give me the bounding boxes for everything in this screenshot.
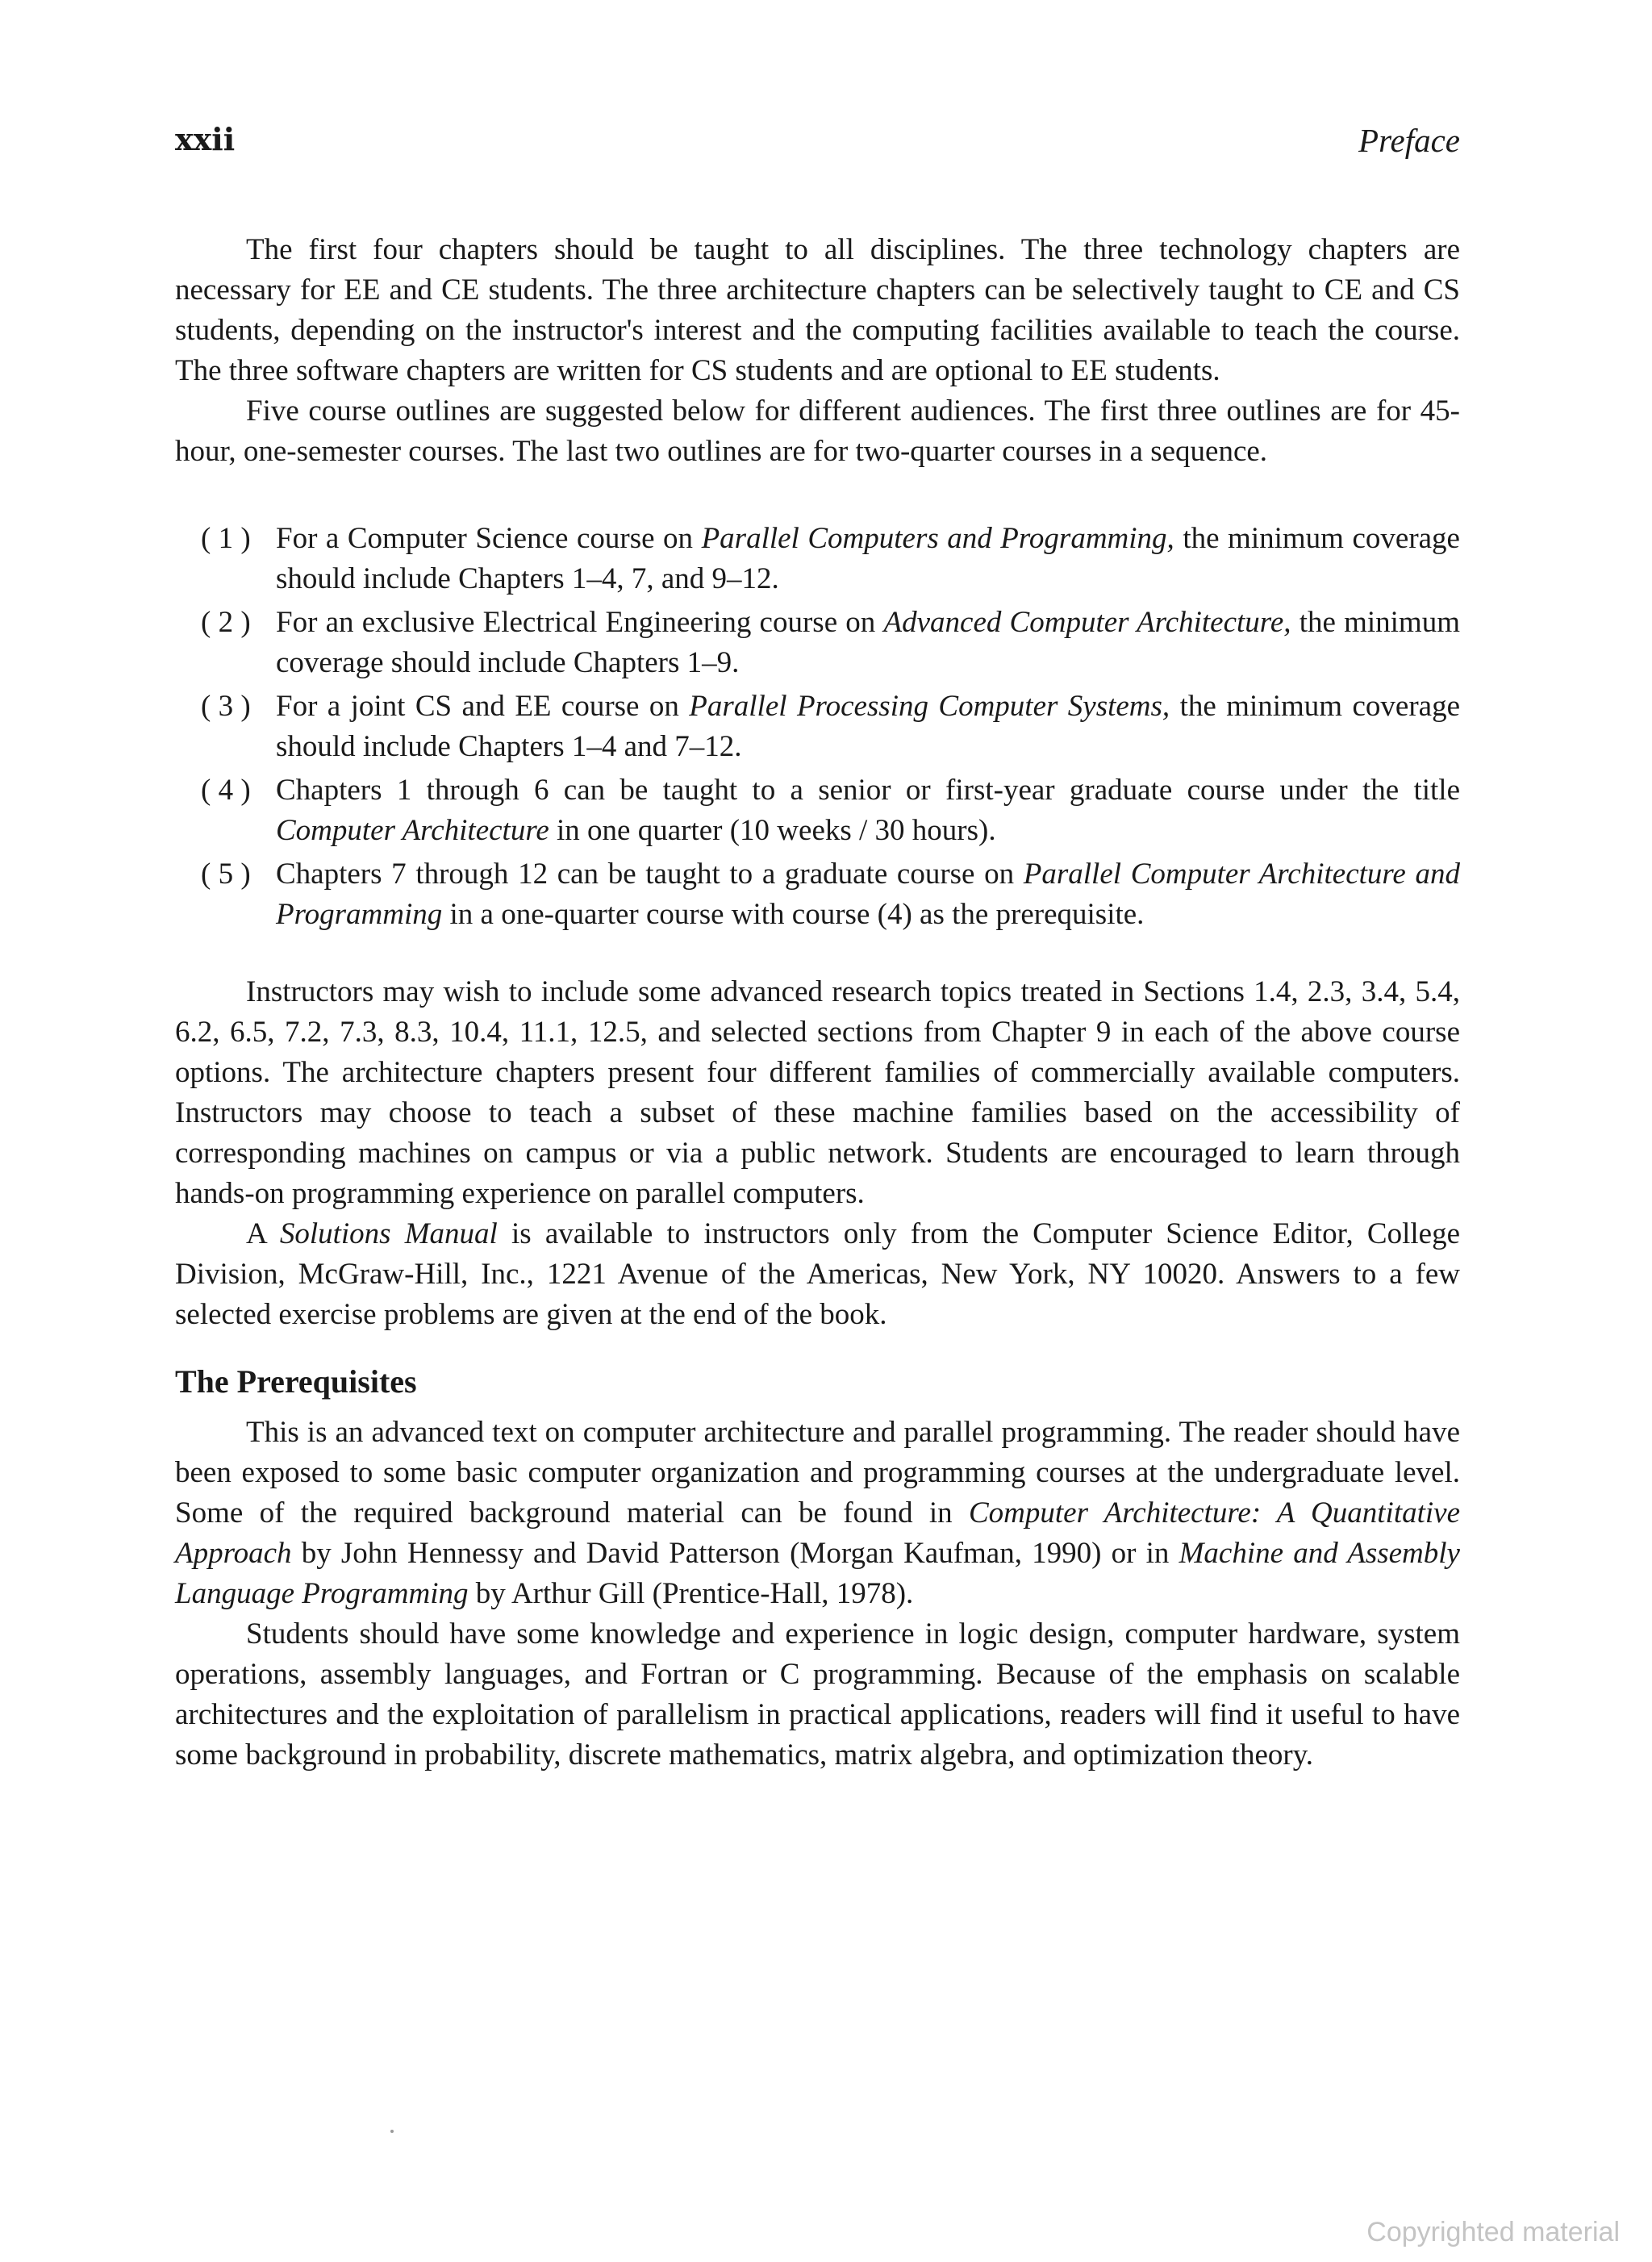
book-title: Machine and Assembly Language Programming: [175, 1537, 1460, 1610]
page-header: [175, 121, 1460, 169]
copyright-watermark: Copyrighted material: [1366, 2217, 1620, 2247]
paragraph-text: by John Hennessy and David Patterson (Morgan Kaufman, 1990) or in: [291, 1537, 1179, 1570]
course-title: Parallel Processing Computer Systems,: [689, 690, 1170, 723]
outline-number: ( 3 ): [201, 690, 251, 723]
outline-text: Chapters 1 through 6 can be taught to a senior or first-year graduate course under the title: [276, 774, 1460, 807]
book-title: Solutions Manual: [279, 1217, 498, 1250]
outline-text: in one quarter (10 weeks / 30 hours).: [549, 814, 996, 847]
course-title: Parallel Computer Architecture and Programming: [276, 858, 1460, 931]
paragraph-text: A: [246, 1217, 280, 1250]
intro-paragraph-disciplines: The first four chapters should be taught to all disciplines. The three technology chapters are necessary for EE and CE students. The three architecture chapters can be selectively taught to CE and CS students, depending on the instructor's interest and the computing facilities available to teach the course. The three software chapters are written for CS students and are optional to EE students.: [175, 233, 1460, 387]
spacer: [175, 1335, 1460, 1359]
spacer: [175, 472, 1460, 519]
instructors-paragraph: Instructors may wish to include some advanced research topics treated in Sections 1.4, 2.3, 3.4, 5.4, 6.2, 6.5, 7.2, 7.3, 8.3, 10.4, 11.1, 12.5, and selected sections from Chapter 9 in each of the above course options. The architecture chapters present four different families of commercially available computers. Instructors may choose to teach a subset of these machine families based on the accessibility of corresponding machines on campus or via a public network. Students are encouraged to learn through hands-on programming experience on parallel computers.: [175, 975, 1460, 1210]
course-outline-item: [201, 687, 1460, 767]
course-outline-item: [201, 603, 1460, 683]
outline-text: the minimum coverage should include Chapters 1–9.: [276, 606, 1460, 679]
course-outline-list: [201, 519, 1460, 935]
running-title: Preface: [1358, 122, 1460, 159]
prerequisites-paragraph-background: [175, 1413, 1460, 1614]
course-outline-item: [201, 854, 1460, 935]
course-outline-item: [201, 770, 1460, 851]
spacer: [175, 938, 1460, 972]
solutions-manual-paragraph: [175, 1214, 1460, 1335]
outline-number: ( 5 ): [201, 858, 251, 891]
paragraph-text: is available to instructors only from the Computer Science Editor, College Division, McGraw-Hill, Inc., 1221 Avenue of the Americas, New York, NY 10020. Answers to a few selected exercise problems are given at the end of the book.: [175, 1217, 1460, 1331]
outline-text: Chapters 7 through 12 can be taught to a graduate course on: [276, 858, 1024, 891]
outline-text: For a Computer Science course on: [276, 522, 702, 555]
scan-speck: [390, 2130, 394, 2133]
outline-number: ( 1 ): [201, 522, 251, 555]
course-title: Advanced Computer Architecture,: [883, 606, 1291, 639]
book-title: Computer Architecture: A Quantitative Approach: [175, 1496, 1461, 1570]
intro-paragraph-outlines: Five course outlines are suggested below for different audiences. The first three outlines are for 45-hour, one-semester courses. The last two outlines are for two-quarter courses in a sequence.: [175, 394, 1460, 468]
course-outline-item: [201, 519, 1460, 599]
paragraph-text: by Arthur Gill (Prentice-Hall, 1978).: [468, 1577, 914, 1610]
outline-text: For a joint CS and EE course on: [276, 690, 690, 723]
outline-text: the minimum coverage should include Chapters 1–4, 7, and 9–12.: [276, 522, 1460, 595]
course-title: Computer Architecture: [276, 814, 549, 847]
outline-number: ( 2 ): [201, 606, 251, 639]
outline-text: in a one-quarter course with course (4) as the prerequisite.: [442, 898, 1145, 931]
page-number: xxii: [175, 121, 236, 157]
paragraph-text: This is an advanced text on computer architecture and parallel programming. The reader should have been exposed to some basic computer organization and programming courses at the undergraduate level. Some of the required background material can be found in: [175, 1416, 1460, 1530]
page-body: [175, 230, 1460, 1776]
course-title: Parallel Computers and Programming,: [701, 522, 1174, 555]
prerequisites-paragraph-knowledge: Students should have some knowledge and experience in logic design, computer hardware, system operations, assembly languages, and Fortran or C programming. Because of the emphasis on scalable architectures and the exploitation of parallelism in practical applications, readers will find it useful to have some background in probability, discrete mathematics, matrix algebra, and optimization theory.: [175, 1617, 1460, 1772]
outline-text: For an exclusive Electrical Engineering course on: [276, 606, 884, 639]
outline-text: the minimum coverage should include Chapters 1–4 and 7–12.: [276, 690, 1460, 763]
outline-number: ( 4 ): [201, 774, 251, 807]
section-heading-prerequisites: The Prerequisites: [175, 1363, 417, 1400]
